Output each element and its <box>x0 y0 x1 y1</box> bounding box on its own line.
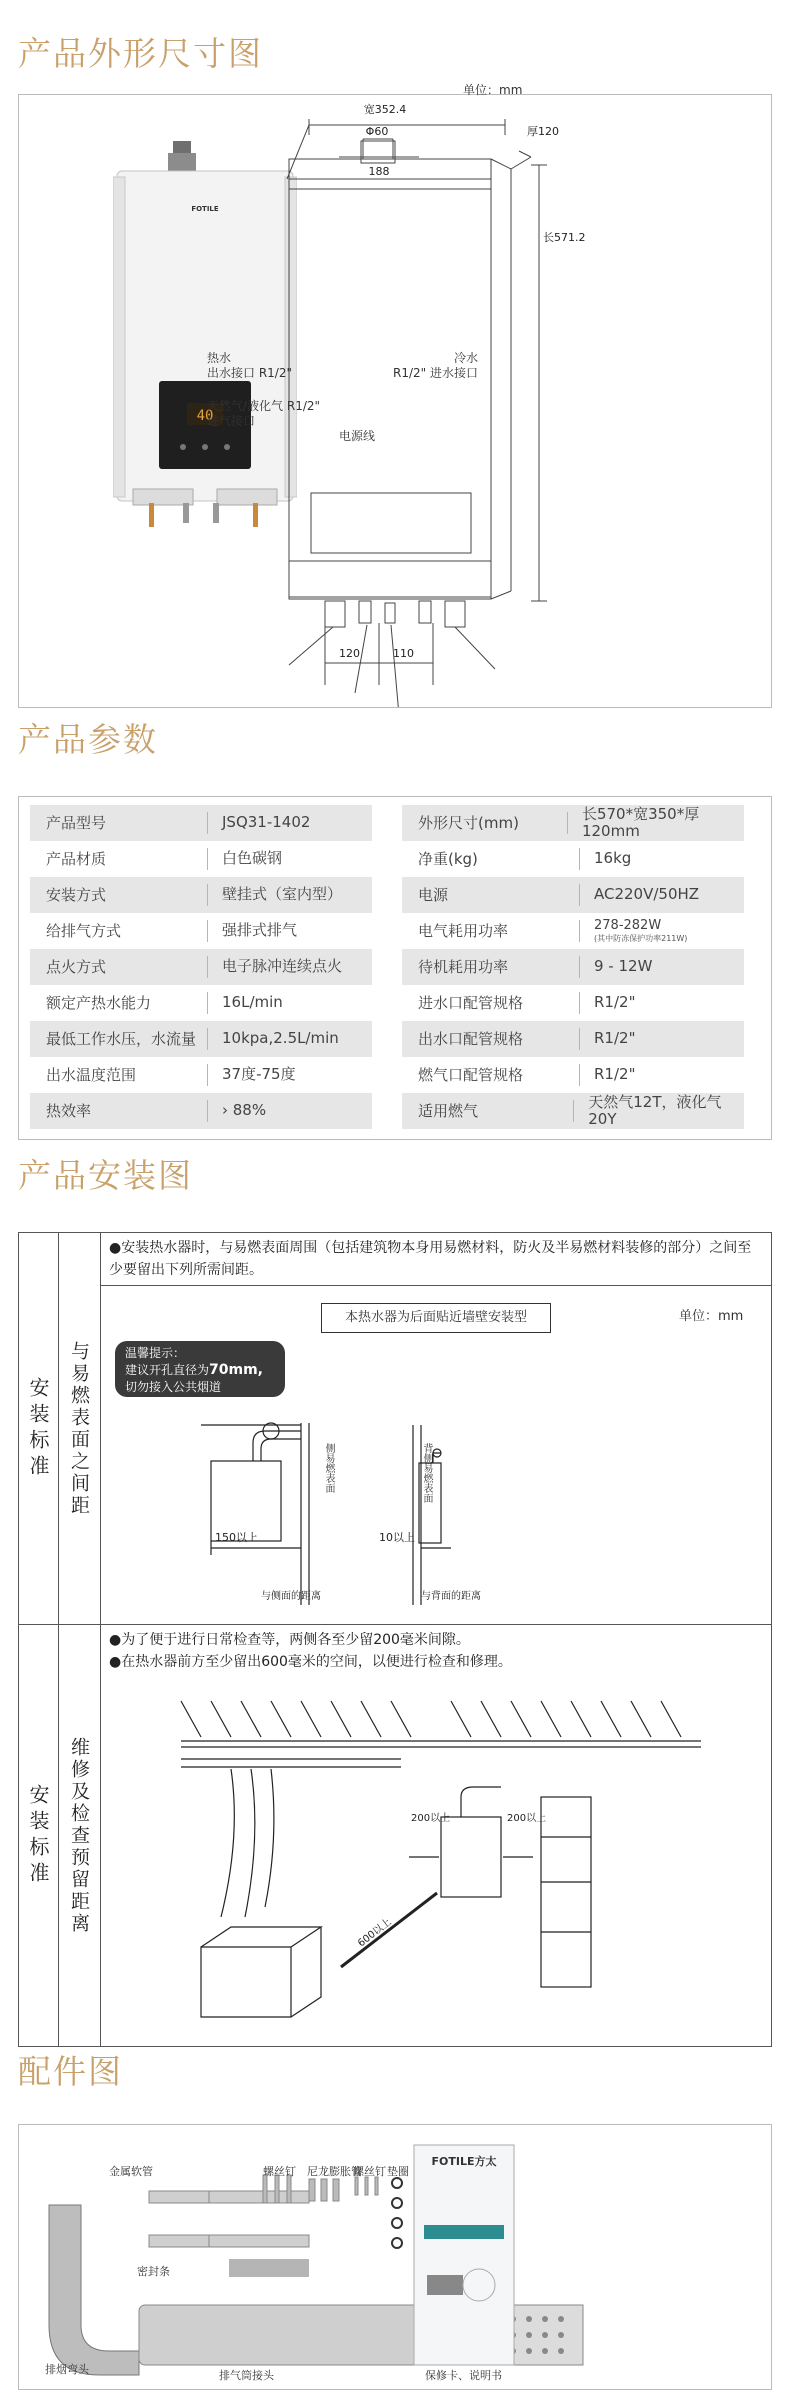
unit-label-install: 单位：mm <box>679 1309 744 1324</box>
param-value: 强排式排气 <box>222 921 298 940</box>
param-key: 进水口配管规格 <box>402 992 580 1014</box>
gas-label-2: 进气接口 <box>207 414 256 428</box>
param-value: R1/2" <box>594 993 636 1012</box>
param-key: 出水口配管规格 <box>402 1028 580 1050</box>
dim-200-right: 200以上 <box>507 1813 547 1824</box>
acc-gasket-label: 垫圈 <box>387 2165 409 2178</box>
brand-logo: FOTILE <box>191 205 219 213</box>
param-row <box>402 913 744 949</box>
param-value: › 88% <box>222 1101 267 1120</box>
param-key: 热效率 <box>30 1100 208 1122</box>
param-value: 壁挂式（室内型） <box>222 885 343 904</box>
param-value: 37度-75度 <box>222 1065 296 1084</box>
param-row <box>30 877 372 913</box>
cold-water-label-2: R1/2" 进水接口 <box>393 366 478 380</box>
param-row <box>30 1021 372 1057</box>
param-key: 电气耗用功率 <box>402 920 580 942</box>
phi-label: Φ60 <box>365 125 389 138</box>
params-panel <box>18 796 772 1140</box>
maintenance-note-1: ●为了便于进行日常检查等，两侧各至少留200毫米间隙。 <box>109 1632 470 1648</box>
display-temperature: 40 <box>196 408 214 424</box>
params-table-right <box>402 805 744 1129</box>
param-value <box>580 919 687 943</box>
param-value: 天然气12T，液化气20Y <box>588 1092 722 1128</box>
back-wall-label: 背侧易燃表面 <box>421 1443 432 1503</box>
dim-120-label: 120 <box>339 647 360 660</box>
param-key: 出水温度范围 <box>30 1064 208 1086</box>
tip-text-b: 70mm, <box>209 1362 263 1378</box>
param-key: 产品材质 <box>30 848 208 870</box>
param-value: R1/2" <box>594 1029 636 1048</box>
install-row-maintenance <box>19 1625 771 2046</box>
maintenance-diagram <box>161 1687 721 2027</box>
dim-10: 10以上 <box>379 1531 415 1544</box>
cold-water-label-1: 冷水 <box>453 351 478 365</box>
accessories-panel <box>18 2124 772 2390</box>
unit-label: 单位：mm <box>463 83 523 97</box>
param-value: 16L/min <box>222 993 283 1012</box>
param-key: 净重(kg) <box>402 848 580 870</box>
dim-150: 150以上 <box>215 1531 258 1544</box>
param-row <box>30 841 372 877</box>
param-row <box>402 1093 744 1129</box>
acc-anchor-label: 尼龙膨胀管 <box>307 2165 362 2178</box>
param-row <box>30 1093 372 1129</box>
param-value: 10kpa,2.5L/min <box>222 1029 339 1048</box>
tip-text-c: 切勿接入公共烟道 <box>125 1380 222 1394</box>
install-row-clearance <box>19 1233 771 1625</box>
maintenance-note-2: ●在热水器前方至少留出600毫米的空间，以便进行检查和修理。 <box>109 1654 512 1670</box>
param-key: 额定产热水能力 <box>30 992 208 1014</box>
param-key: 给排气方式 <box>30 920 208 942</box>
acc-screw2-label: 螺丝钉 <box>353 2165 386 2178</box>
section-title-dimensions: 产品外形尺寸图 <box>18 34 263 73</box>
install-standard-label-2: 安装标准 <box>26 1783 50 1888</box>
power-cord-label: 电源线 <box>339 429 376 443</box>
dim-600: 600以上 <box>356 1916 394 1950</box>
param-row <box>402 805 744 841</box>
param-row <box>402 841 744 877</box>
param-value: 9 - 12W <box>594 957 653 976</box>
install-panel <box>18 1232 772 2047</box>
dimension-drawing <box>259 95 769 707</box>
width-188-label: 188 <box>368 165 390 178</box>
param-key: 电源 <box>402 884 580 906</box>
param-key: 待机耗用功率 <box>402 956 580 978</box>
acc-elbow-label: 排烟弯头 <box>45 2363 89 2376</box>
param-row <box>402 949 744 985</box>
install-standard-label: 安装标准 <box>26 1376 50 1481</box>
section-title-params: 产品参数 <box>18 720 158 759</box>
dim-200-left: 200以上 <box>411 1813 451 1824</box>
section-title-accessories: 配件图 <box>18 2052 123 2091</box>
acc-manual-label: 保修卡、说明书 <box>425 2369 502 2382</box>
param-row <box>30 1057 372 1093</box>
hot-water-label-1: 热水 <box>207 351 232 365</box>
param-value: 16kg <box>594 849 632 868</box>
param-row <box>402 1021 744 1057</box>
param-value: 长570*宽350*厚120mm <box>581 804 700 840</box>
param-value: JSQ31-1402 <box>222 813 311 832</box>
clearance-label: 与易燃表面之间距 <box>68 1340 90 1517</box>
param-value: 电子脉冲连续点火 <box>222 957 343 976</box>
acc-pipe-label: 排气筒接头 <box>219 2369 274 2382</box>
param-key: 外形尺寸(mm) <box>402 812 568 834</box>
param-value-main: 278-282W <box>594 917 662 933</box>
param-row <box>30 985 372 1021</box>
param-key: 最低工作水压，水流量 <box>30 1028 208 1050</box>
acc-screw-label: 螺丝钉 <box>263 2165 296 2178</box>
param-value: R1/2" <box>594 1065 636 1084</box>
width-label: 宽352.4 <box>363 103 407 116</box>
caption-side: 与侧面的距离 <box>261 1591 321 1602</box>
thickness-label: 厚120 <box>527 125 559 138</box>
param-value: AC220V/50HZ <box>594 885 700 904</box>
param-key: 产品型号 <box>30 812 208 834</box>
param-key: 安装方式 <box>30 884 208 906</box>
param-row <box>402 877 744 913</box>
param-row <box>402 1057 744 1093</box>
gas-label-1: 天然气/液化气 R1/2" <box>207 399 321 413</box>
param-row <box>402 985 744 1021</box>
install-type-box: 本热水器为后面贴近墙壁安装型 <box>321 1303 551 1333</box>
caption-back: 与背面的距离 <box>421 1591 481 1602</box>
side-wall-label: 侧易燃表面 <box>323 1443 334 1493</box>
param-value: 白色碳钢 <box>222 849 283 868</box>
tip-text-a: 建议开孔直径为 <box>125 1363 210 1377</box>
clearance-diagram <box>161 1343 761 1623</box>
hot-water-label-2: 出水接口 R1/2" <box>207 366 292 380</box>
manual-brand: FOTILE方太 <box>431 2155 497 2168</box>
section-title-install: 产品安装图 <box>18 1156 193 1195</box>
param-row <box>30 805 372 841</box>
tip-title: 温馨提示： <box>125 1346 186 1360</box>
param-value-sub: (其中防冻保护功率211W) <box>594 933 688 943</box>
dim-110-label: 110 <box>393 647 414 660</box>
maintenance-label: 维修及检查预留距离 <box>68 1736 90 1935</box>
clearance-note: ●安装热水器时，与易燃表面周围（包括建筑物本身用易燃材料，防火及半易燃材料装修的部分）之间至少要留出下列所需间距。 <box>109 1240 752 1278</box>
param-row <box>30 949 372 985</box>
param-key: 适用燃气 <box>402 1100 574 1122</box>
param-row <box>30 913 372 949</box>
acc-hose-label: 金属软管 <box>109 2165 153 2178</box>
dimensions-panel <box>18 83 772 708</box>
length-label: 长571.2 <box>543 231 586 244</box>
param-key: 点火方式 <box>30 956 208 978</box>
acc-seal-label: 密封条 <box>137 2265 170 2278</box>
param-key: 燃气口配管规格 <box>402 1064 580 1086</box>
params-table-left <box>30 805 372 1129</box>
